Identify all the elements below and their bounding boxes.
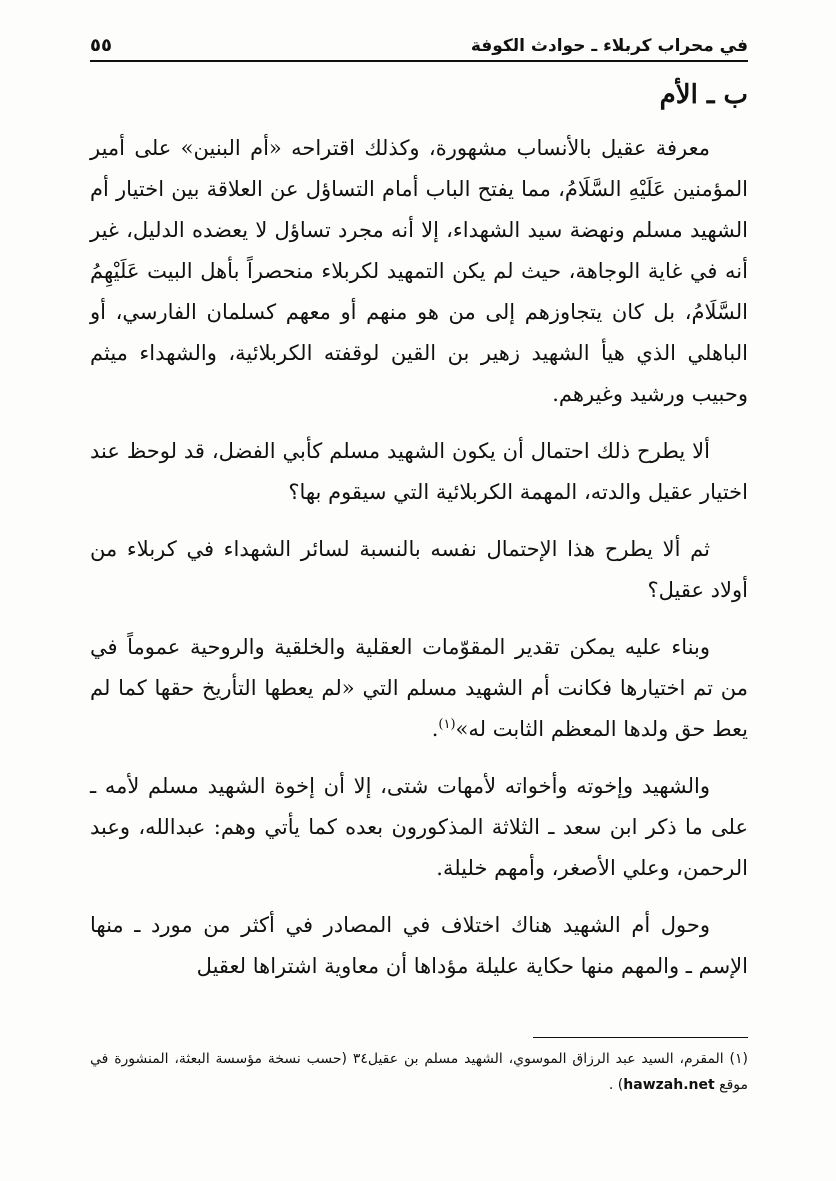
paragraph-5: والشهيد وإخوته وأخواته لأمهات شتى، إلا أن إخوة الشهيد مسلم لأمه ـ على ما ذكر ابن سعد ـ الثلاثة المذكورون بعده كما يأتي وهم: عبدالله، وعبد الرحمن، وعلي الأصغر، وأمهم خليلة. [90, 774, 748, 880]
section-heading: ب ـ الأم [659, 80, 748, 110]
paragraph-2: ألا يطرح ذلك احتمال أن يكون الشهيد مسلم كأبي الفضل، قد لوحظ عند اختيار عقيل والدته، المهمة الكربلائية التي سيقوم بها؟ [90, 439, 748, 504]
paragraph-4 [90, 627, 748, 750]
paragraph-4-end: . [431, 717, 439, 741]
footnote [90, 1046, 748, 1098]
footnote-text: (١) المقرم، السيد عبد الرزاق الموسوي، الشهيد مسلم بن عقيل٣٤ (حسب نسخة مؤسسة البعثة، المنشورة في موقع [90, 1051, 748, 1093]
paragraph-3: ثم ألا يطرح هذا الإحتمال نفسه بالنسبة لسائر الشهداء في كربلاء من أولاد عقيل؟ [90, 537, 748, 602]
paragraph-6: وحول أم الشهيد هناك اختلاف في المصادر في أكثر من مورد ـ منها الإسم ـ والمهم منها حكاية عليلة مؤداها أن معاوية اشتراها لعقيل [90, 913, 748, 978]
footnote-end: ) . [608, 1077, 624, 1093]
footnote-url: hawzah.net [623, 1077, 715, 1093]
running-header [90, 28, 748, 62]
paragraph-1: معرفة عقيل بالأنساب مشهورة، وكذلك اقتراحه «أم البنين» على أمير المؤمنين عَلَيْهِ السَّلَامُ، مما يفتح الباب أمام التساؤل عن العلاقة بين اختيار أم الشهيد مسلم ونهضة سيد الشهداء، إلا أنه مجرد تساؤل لا يعضده الدليل، غير أنه في غاية الوجاهة، حيث لم يكن التمهيد لكربلاء منحصراً بأهل البيت عَلَيْهِمُ السَّلَامُ، بل كان يتجاوزهم إلى من هو منهم أو معهم كسلمان الفارسي، أو الباهلي الذي هيأ الشهيد زهير بن القين لوقفته الكربلائية، والشهداء ميثم وحبيب ورشيد وغيرهم. [90, 136, 748, 406]
running-title: في محراب كربلاء ـ حوادث الكوفة [470, 36, 748, 56]
paragraph-4-text: وبناء عليه يمكن تقدير المقوّمات العقلية والخلقية والروحية عموماً في من تم اختيارها فكانت أم الشهيد مسلم التي «لم يعطها التأريخ حقها كما لم يعط حق ولدها المعظم الثابت له» [90, 635, 748, 741]
footnote-reference: (١) [438, 717, 456, 732]
page-number: ٥٥ [90, 35, 112, 56]
body-text [90, 128, 748, 1003]
footnote-divider [533, 1037, 748, 1038]
